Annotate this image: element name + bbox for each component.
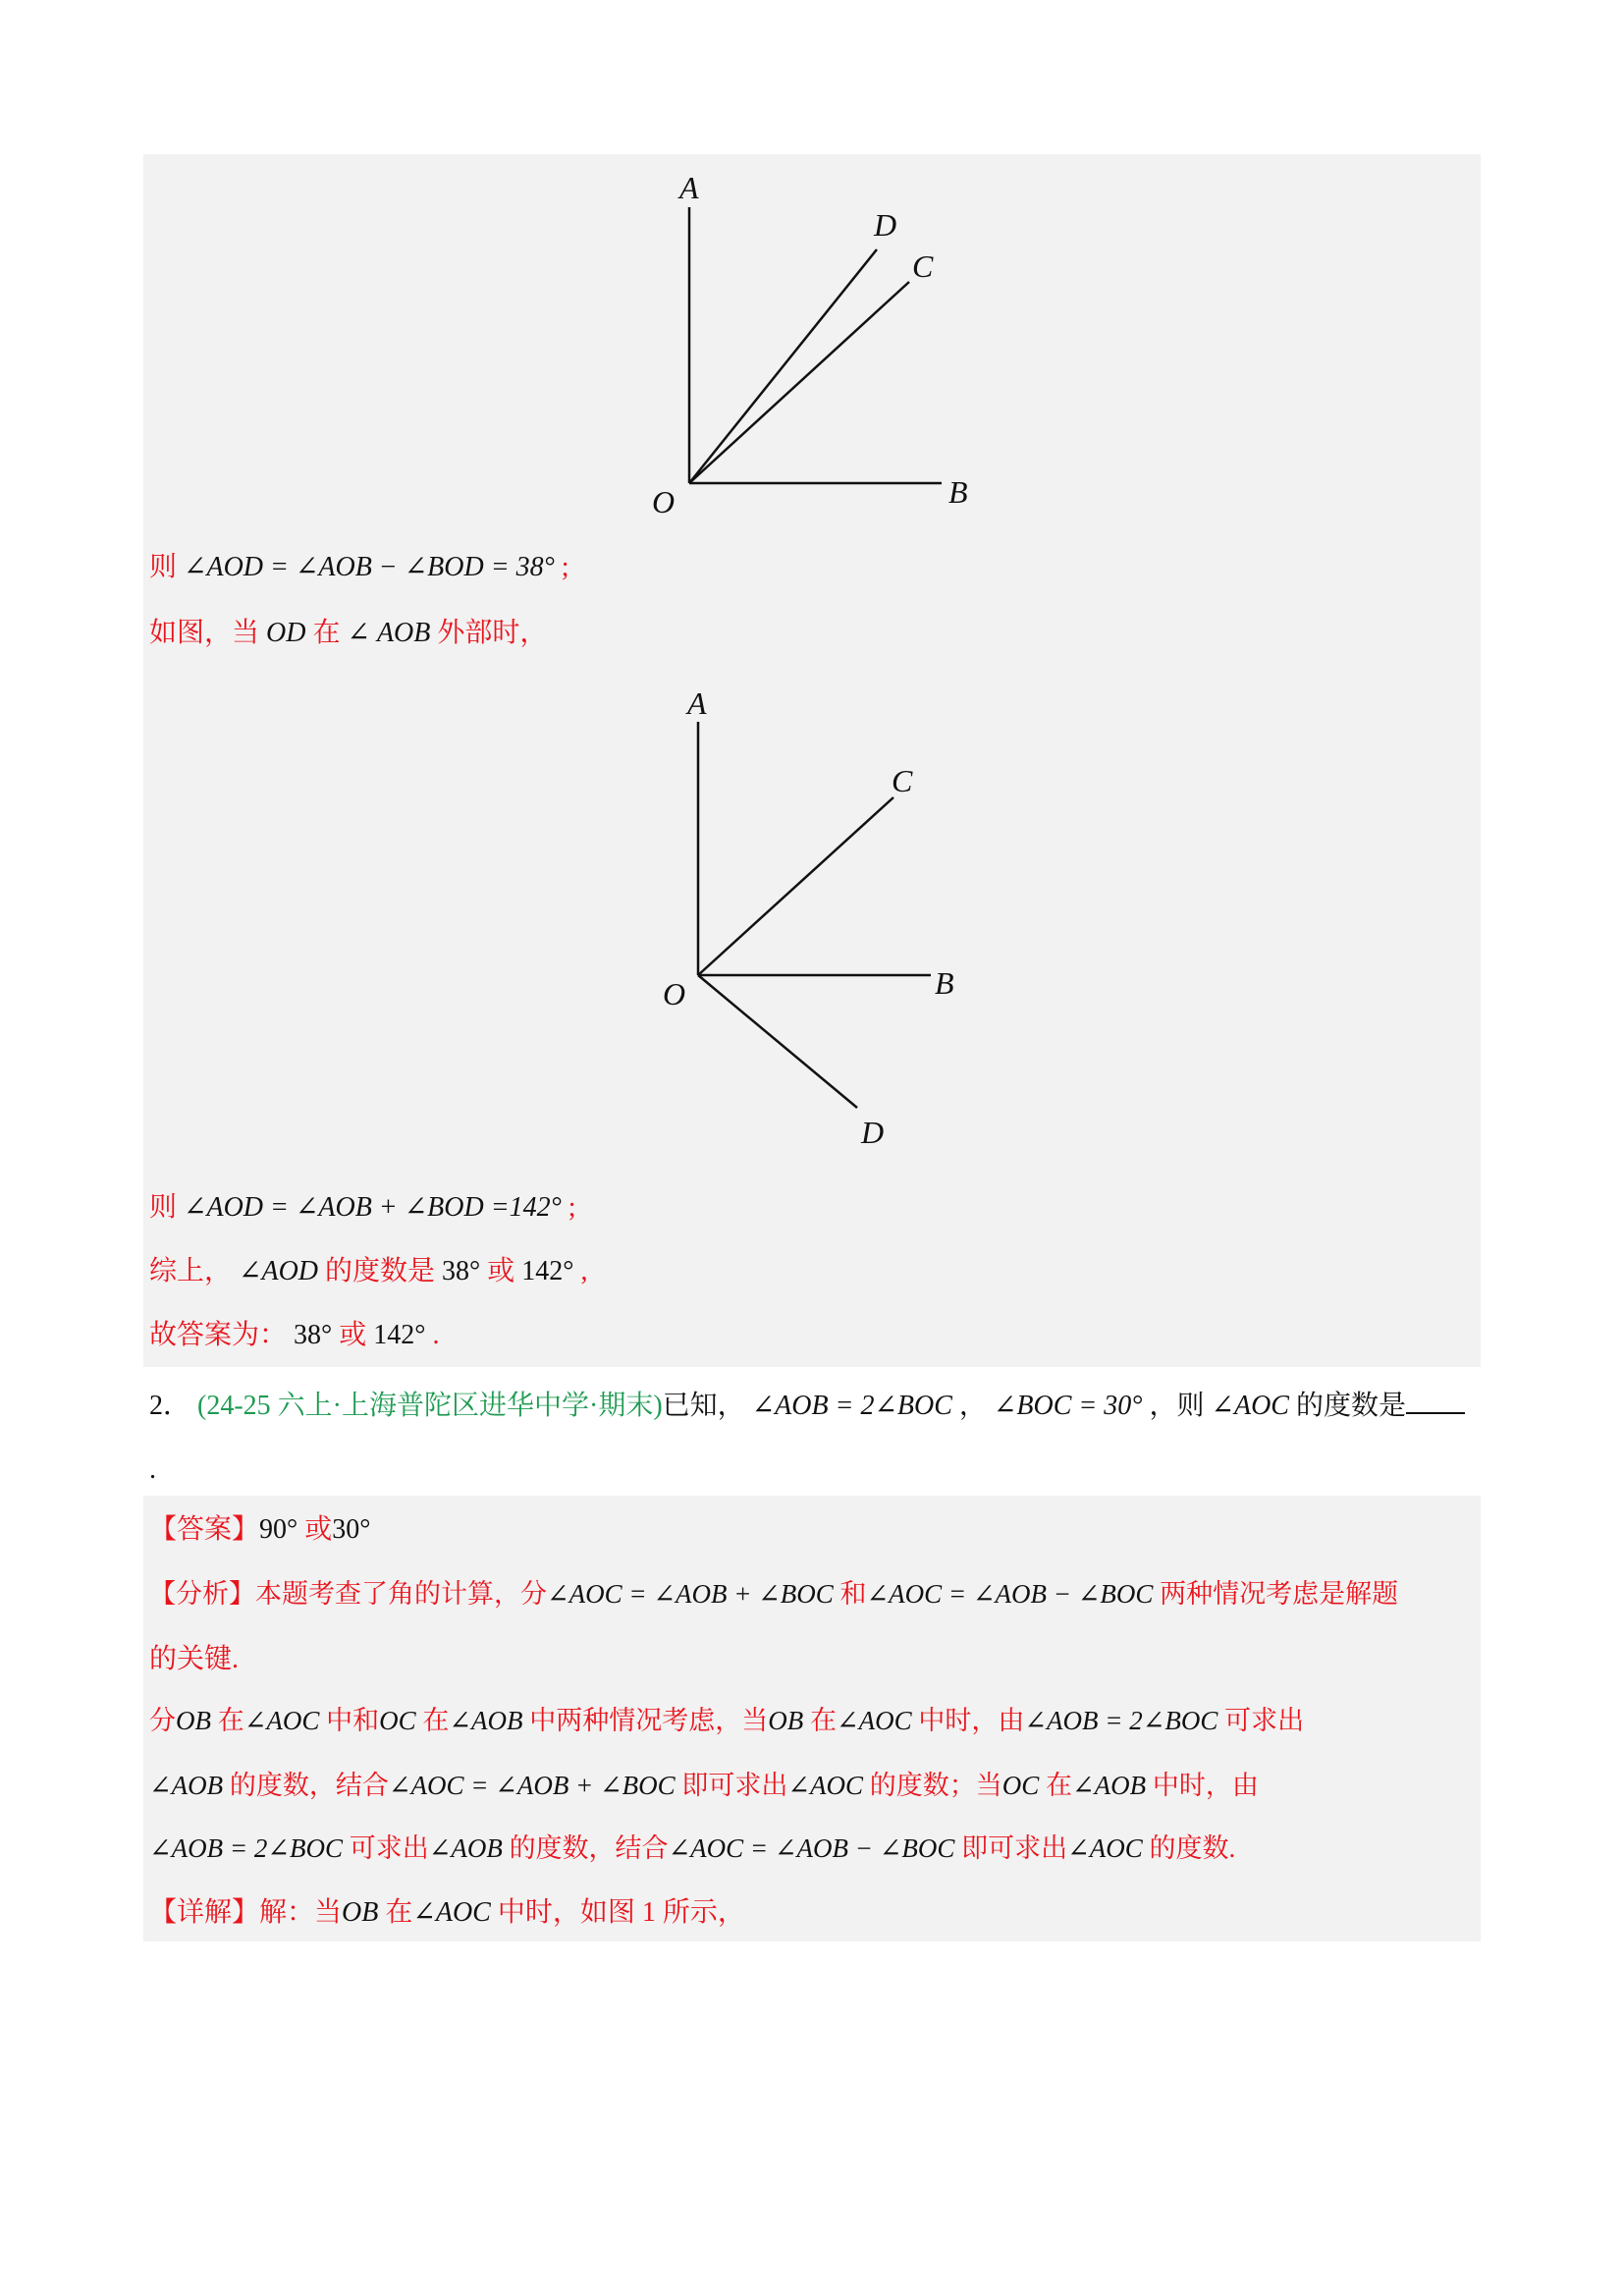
question-source: (24-25 六上·上海普陀区进华中学·期末) (197, 1391, 663, 1421)
ray-OC-2 (698, 797, 893, 975)
text: 在 (1046, 1771, 1073, 1800)
math-expression: ∠ AOB (347, 618, 431, 648)
analysis-tag: 【分析】 (149, 1579, 255, 1609)
text: 或 (487, 1256, 515, 1286)
text: 的度数是 (325, 1256, 436, 1286)
text: 则 (149, 1192, 178, 1223)
analysis-line-3 (149, 1701, 1304, 1740)
detail-line (149, 1893, 745, 1933)
text: 即可求出 (681, 1771, 788, 1800)
point-label-B-2: B (935, 965, 954, 1001)
text: 故答案为： (149, 1320, 288, 1350)
question-2 (149, 1385, 1465, 1424)
text: 分 (149, 1706, 176, 1735)
angle-value: 90° (259, 1514, 298, 1545)
ray-OD (689, 249, 877, 483)
math-expression: ∠AOC (243, 1706, 320, 1735)
text: 的度数；当 (869, 1771, 1002, 1800)
text: 本题考查了角的计算，分 (255, 1579, 547, 1609)
math-expression: ∠AOD (239, 1256, 319, 1286)
text: . (149, 1454, 156, 1485)
detail-tag: 【详解】 (149, 1897, 260, 1928)
text: 可求出 (349, 1833, 429, 1863)
math-expression: ∠AOB = 2∠BOC (751, 1391, 952, 1421)
solution-line-2 (149, 614, 547, 653)
text: 外部时， (437, 618, 548, 648)
text: 在 (312, 618, 341, 648)
answer-blank[interactable] (1406, 1385, 1465, 1414)
point-label-O-2: O (663, 976, 686, 1011)
analysis-line-4 (149, 1766, 1259, 1805)
text: ，则 (1149, 1391, 1205, 1421)
text: 两种情况考虑是解题 (1160, 1579, 1399, 1609)
solution-line-5 (149, 1316, 439, 1355)
math-expression: ∠AOC = ∠AOB + ∠BOC (547, 1579, 834, 1609)
math-expression: ∠AOC (837, 1706, 912, 1735)
math-expression: ∠AOC (412, 1897, 491, 1928)
text: 在 (385, 1897, 413, 1928)
question-number: 2． (149, 1391, 191, 1421)
text: 的度数. (1149, 1833, 1236, 1863)
solution-line-1 (149, 548, 569, 587)
angle-value: 38° (442, 1256, 481, 1286)
question-2-end (149, 1450, 156, 1490)
math-expression: ∠AOB (449, 1706, 523, 1735)
math-expression: OC (1001, 1771, 1040, 1800)
answer-line (149, 1510, 370, 1550)
text: 已知， (662, 1391, 745, 1421)
math-expression: OB (768, 1706, 804, 1735)
math-expression: ∠AOC = ∠AOB − ∠BOC (866, 1579, 1154, 1609)
text: 中时，由 (1152, 1771, 1259, 1800)
math-expression: ∠AOB (149, 1771, 224, 1800)
ray-OC (689, 282, 909, 483)
text: . (432, 1320, 440, 1350)
text: 中时，如图 1 所示， (497, 1897, 745, 1928)
text: 和 (839, 1579, 867, 1609)
analysis-line (149, 1574, 1398, 1613)
angle-value: 142° (521, 1256, 574, 1286)
text: ; (568, 1192, 576, 1223)
angle-value: 30° (332, 1514, 371, 1545)
text: 或 (339, 1320, 367, 1350)
point-label-B: B (948, 474, 968, 510)
angle-value: 142° (373, 1320, 426, 1350)
text: ; (561, 552, 569, 582)
analysis-line-5 (149, 1829, 1235, 1868)
analysis-continued (149, 1640, 239, 1679)
ray-OD-2 (698, 975, 857, 1108)
math-expression: ∠AOD = ∠AOB + ∠BOD =142° (184, 1192, 562, 1223)
angle-value: 38° (294, 1320, 333, 1350)
text: 解：当 (259, 1897, 343, 1928)
math-expression: ∠AOC (1211, 1391, 1289, 1421)
math-expression: ∠AOB (428, 1833, 503, 1863)
math-expression: ∠BOC = 30° (993, 1391, 1143, 1421)
text: 即可求出 (961, 1833, 1068, 1863)
text: 在 (422, 1706, 450, 1735)
text: 的度数是 (1295, 1391, 1406, 1421)
text: 在 (217, 1706, 244, 1735)
point-label-A: A (679, 170, 699, 205)
math-expression: ∠AOB = 2∠BOC (1024, 1706, 1218, 1735)
text: 中时，由 (918, 1706, 1025, 1735)
point-label-A-2: A (687, 685, 707, 721)
math-expression: ∠AOC = ∠AOB − ∠BOC (668, 1833, 955, 1863)
text: , (580, 1256, 588, 1286)
text: 的度数，结合 (229, 1771, 389, 1800)
text: 综上， (149, 1256, 233, 1286)
answer-tag: 【答案】 (149, 1514, 260, 1545)
math-expression: ∠AOC (787, 1771, 864, 1800)
math-expression: ∠AOB = 2∠BOC (149, 1833, 343, 1863)
point-label-O: O (652, 484, 676, 519)
point-label-D: D (874, 207, 897, 243)
solution-line-3 (149, 1188, 576, 1228)
math-expression: ∠AOC (1067, 1833, 1143, 1863)
math-expression: OB (342, 1897, 379, 1928)
math-expression: OB (176, 1706, 211, 1735)
point-label-C-2: C (892, 763, 913, 798)
text: 可求出 (1224, 1706, 1305, 1735)
math-expression: OC (379, 1706, 416, 1735)
text: ， (958, 1391, 987, 1421)
solution-line-4 (149, 1252, 587, 1291)
math-expression: ∠AOC = ∠AOB + ∠BOC (388, 1771, 676, 1800)
text: 或 (304, 1514, 333, 1545)
text: 的度数，结合 (509, 1833, 669, 1863)
math-expression: ∠AOB (1072, 1771, 1147, 1800)
text: 中两种情况考虑，当 (529, 1706, 769, 1735)
text: 则 (149, 552, 178, 582)
point-label-C: C (912, 248, 934, 284)
text: 如图，当 (149, 618, 260, 648)
text: 的关键. (149, 1644, 240, 1674)
math-expression: OD (266, 618, 306, 648)
point-label-D-2: D (861, 1115, 885, 1150)
math-expression: ∠AOD = ∠AOB − ∠BOD = 38° (184, 552, 555, 582)
text: 在 (810, 1706, 837, 1735)
text: 中和 (326, 1706, 380, 1735)
